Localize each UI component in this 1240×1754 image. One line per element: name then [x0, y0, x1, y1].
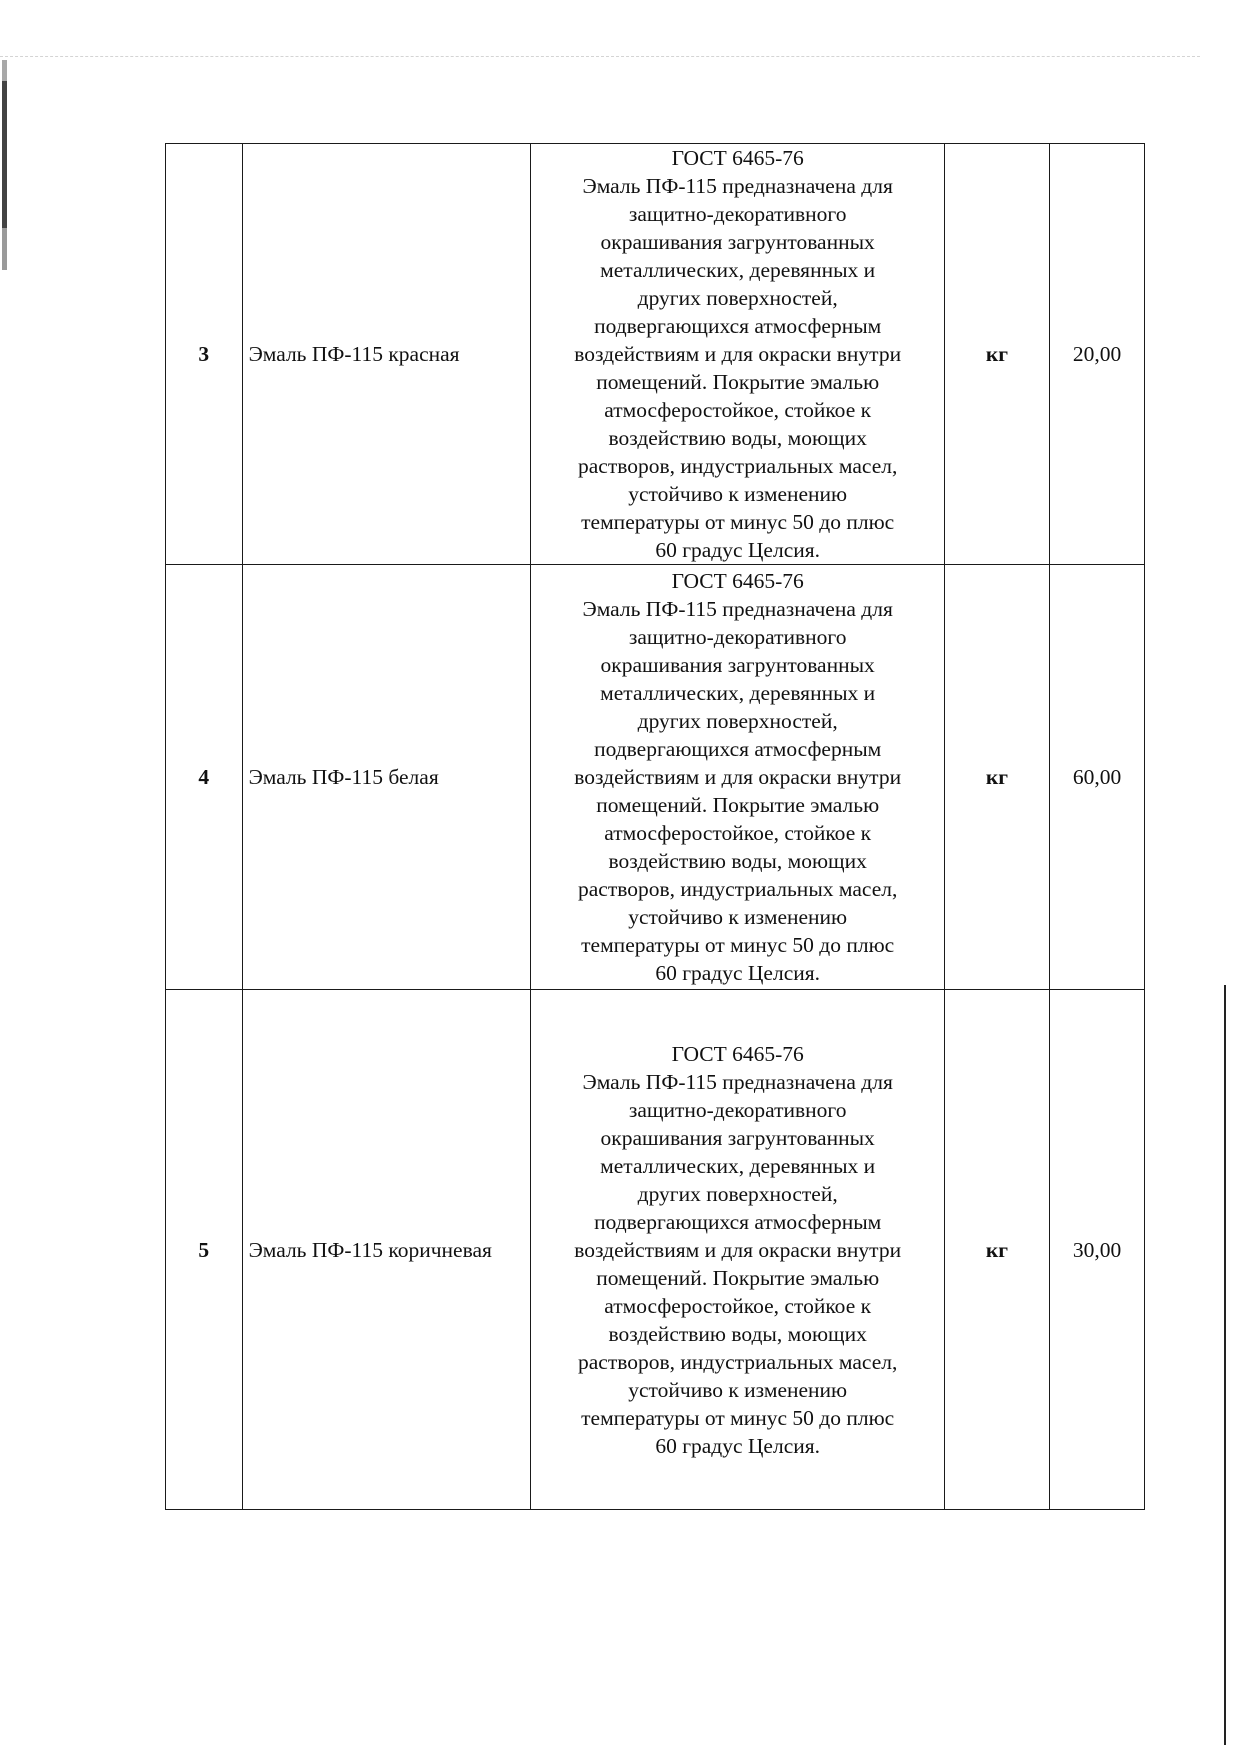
scan-artifact-right [1224, 985, 1226, 1745]
row-number-cell: 3 [166, 144, 243, 565]
description-line: других поверхностей, [637, 1181, 838, 1206]
description-line: 60 градус Целсия. [655, 538, 821, 562]
product-name-cell: Эмаль ПФ-115 белая [242, 565, 531, 990]
quantity-cell: 20,00 [1050, 144, 1145, 565]
specification-table-body [166, 144, 1145, 1510]
description-line: помещений. Покрытие эмалью [596, 793, 880, 817]
description-line: металлических, деревянных и [600, 258, 876, 282]
scan-artifact-left [2, 60, 7, 270]
description-line: других поверхностей, [637, 286, 838, 310]
row-number-cell: 4 [166, 565, 243, 990]
row-number-cell: 5 [166, 990, 243, 1510]
description-line: воздействию воды, моющих [608, 1321, 867, 1346]
table-row [166, 990, 1145, 1510]
specification-table [165, 143, 1145, 1510]
description-line: Эмаль ПФ-115 предназначена для [582, 174, 893, 198]
description-line: защитно-декоративного [628, 625, 847, 649]
description-line: воздействиям и для окраски внутри [574, 1237, 902, 1262]
description-line: металлических, деревянных и [600, 681, 876, 705]
description-line: металлических, деревянных и [600, 1153, 876, 1178]
table-row [166, 144, 1145, 565]
product-description-cell [531, 990, 944, 1510]
description-line: окрашивания загрунтованных [600, 653, 875, 677]
description-line: ГОСТ 6465-76 [671, 569, 804, 593]
description-line: воздействиям и для окраски внутри [574, 765, 902, 789]
description-line: помещений. Покрытие эмалью [596, 1265, 880, 1290]
description-line: воздействию воды, моющих [608, 426, 867, 450]
description-line: 60 градус Целсия. [655, 1433, 821, 1458]
description-line: окрашивания загрунтованных [600, 230, 875, 254]
description-line: Эмаль ПФ-115 предназначена для [582, 597, 893, 621]
description-line: защитно-декоративного [628, 202, 847, 226]
description-line: устойчиво к изменению [628, 1377, 848, 1402]
description-line: атмосферостойкое, стойкое к [604, 1293, 872, 1318]
description-line: температуры от минус 50 до плюс [581, 1405, 895, 1430]
product-description-cell [531, 565, 944, 990]
description-line: растворов, индустриальных масел, [578, 877, 898, 901]
description-line: температуры от минус 50 до плюс [581, 510, 895, 534]
description-line: воздействию воды, моющих [608, 849, 867, 873]
description-line: атмосферостойкое, стойкое к [604, 398, 872, 422]
description-line: других поверхностей, [637, 709, 838, 733]
description-line: подвергающихся атмосферным [594, 1209, 882, 1234]
quantity-cell: 60,00 [1050, 565, 1145, 990]
description-line: воздействиям и для окраски внутри [574, 342, 902, 366]
table-row [166, 565, 1145, 990]
product-name-cell: Эмаль ПФ-115 коричневая [242, 990, 531, 1510]
product-description-cell [531, 144, 944, 565]
description-line: растворов, индустриальных масел, [578, 454, 898, 478]
product-name-cell: Эмаль ПФ-115 красная [242, 144, 531, 565]
description-line: защитно-декоративного [628, 1097, 847, 1122]
unit-cell: кг [944, 990, 1049, 1510]
unit-cell: кг [944, 144, 1049, 565]
description-line: растворов, индустриальных масел, [578, 1349, 898, 1374]
description-line: ГОСТ 6465-76 [671, 1041, 804, 1066]
description-line: помещений. Покрытие эмалью [596, 370, 880, 394]
description-line: атмосферостойкое, стойкое к [604, 821, 872, 845]
description-line: ГОСТ 6465-76 [671, 146, 804, 170]
description-line: подвергающихся атмосферным [594, 314, 882, 338]
quantity-cell: 30,00 [1050, 990, 1145, 1510]
description-line: 60 градус Целсия. [655, 961, 821, 985]
scan-artifact-top [0, 56, 1200, 57]
description-line: Эмаль ПФ-115 предназначена для [582, 1069, 893, 1094]
description-line: устойчиво к изменению [628, 482, 848, 506]
description-line: температуры от минус 50 до плюс [581, 933, 895, 957]
description-line: окрашивания загрунтованных [600, 1125, 875, 1150]
description-line: устойчиво к изменению [628, 905, 848, 929]
unit-cell: кг [944, 565, 1049, 990]
description-line: подвергающихся атмосферным [594, 737, 882, 761]
